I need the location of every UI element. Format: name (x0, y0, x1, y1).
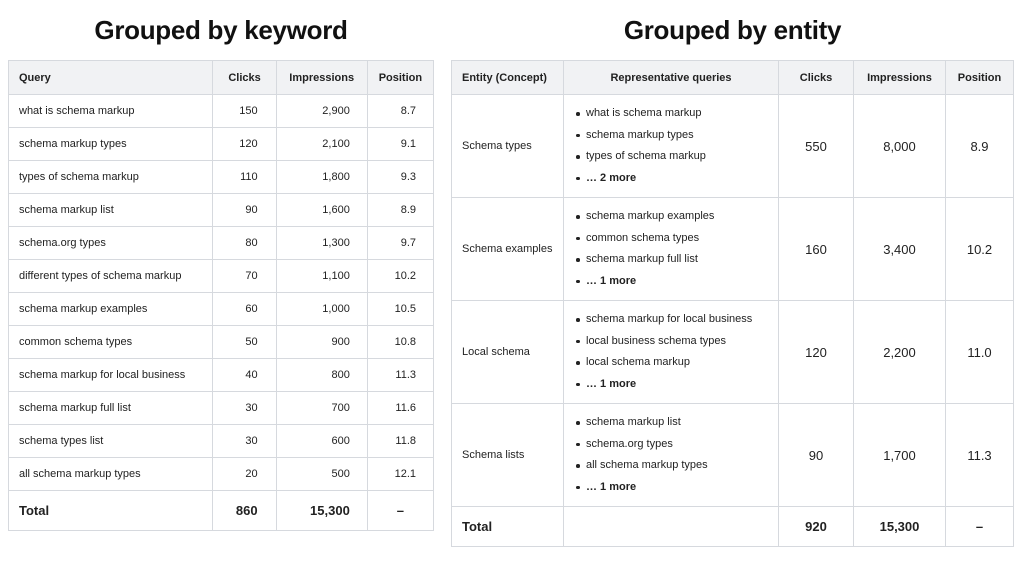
cell-impressions: 3,400 (854, 198, 946, 301)
cell-impressions: 800 (276, 359, 367, 392)
list-item: schema markup list (574, 412, 768, 434)
list-item: types of schema markup (574, 146, 768, 168)
table-row (9, 260, 434, 293)
cell-position: 11.0 (946, 301, 1014, 404)
entity-panel-title: Grouped by entity (623, 15, 842, 45)
cell-clicks: 60 (213, 293, 276, 326)
table-row (9, 392, 434, 425)
total-clicks: 860 (213, 491, 276, 531)
cell-query: schema markup types (9, 128, 213, 161)
cell-position: 10.2 (367, 260, 433, 293)
list-item: schema markup examples (574, 206, 768, 228)
table-row (452, 198, 1014, 301)
header-position: Position (367, 61, 433, 95)
more-queries-item: … 1 more (574, 477, 768, 499)
cell-entity: Schema types (452, 95, 564, 198)
cell-clicks: 20 (213, 458, 276, 491)
more-queries-item: … 2 more (574, 168, 768, 190)
header-impressions: Impressions (854, 61, 946, 95)
cell-clicks: 30 (213, 425, 276, 458)
cell-position: 11.8 (367, 425, 433, 458)
cell-query: schema markup full list (9, 392, 213, 425)
cell-position: 11.3 (367, 359, 433, 392)
query-list (574, 412, 768, 498)
table-row (9, 95, 434, 128)
cell-query: all schema markup types (9, 458, 213, 491)
table-row (452, 95, 1014, 198)
cell-position: 12.1 (367, 458, 433, 491)
cell-entity: Schema lists (452, 404, 564, 507)
cell-query: different types of schema markup (9, 260, 213, 293)
cell-position: 9.1 (367, 128, 433, 161)
keyword-panel-title: Grouped by keyword (94, 15, 348, 45)
cell-clicks: 120 (213, 128, 276, 161)
cell-position: 11.6 (367, 392, 433, 425)
keyword-panel (8, 0, 434, 531)
cell-clicks: 70 (213, 260, 276, 293)
header-query: Query (9, 61, 213, 95)
total-impressions: 15,300 (854, 507, 946, 547)
cell-position: 9.7 (367, 227, 433, 260)
cell-clicks: 550 (779, 95, 854, 198)
cell-position: 9.3 (367, 161, 433, 194)
table-row (452, 301, 1014, 404)
list-item: schema markup types (574, 125, 768, 147)
cell-impressions: 1,100 (276, 260, 367, 293)
total-row (452, 507, 1014, 547)
keyword-table (8, 60, 434, 531)
entity-table (451, 60, 1014, 547)
cell-position: 11.3 (946, 404, 1014, 507)
total-position: – (946, 507, 1014, 547)
cell-clicks: 150 (213, 95, 276, 128)
cell-clicks: 120 (779, 301, 854, 404)
header-clicks: Clicks (213, 61, 276, 95)
cell-clicks: 90 (213, 194, 276, 227)
cell-query: what is schema markup (9, 95, 213, 128)
table-row (452, 404, 1014, 507)
table-row (9, 293, 434, 326)
query-list (574, 103, 768, 189)
query-list (574, 309, 768, 395)
keyword-table-header (9, 61, 434, 95)
total-queries-blank (564, 507, 779, 547)
table-row (9, 326, 434, 359)
cell-impressions: 2,100 (276, 128, 367, 161)
cell-impressions: 500 (276, 458, 367, 491)
total-impressions: 15,300 (276, 491, 367, 531)
cell-clicks: 30 (213, 392, 276, 425)
total-label: Total (9, 491, 213, 531)
cell-clicks: 50 (213, 326, 276, 359)
cell-impressions: 1,800 (276, 161, 367, 194)
cell-impressions: 2,200 (854, 301, 946, 404)
cell-impressions: 700 (276, 392, 367, 425)
header-impressions: Impressions (276, 61, 367, 95)
cell-entity: Schema examples (452, 198, 564, 301)
table-row (9, 458, 434, 491)
cell-impressions: 1,700 (854, 404, 946, 507)
cell-representative-queries (564, 198, 779, 301)
cell-clicks: 160 (779, 198, 854, 301)
cell-representative-queries (564, 301, 779, 404)
list-item: all schema markup types (574, 455, 768, 477)
entity-table-header (452, 61, 1014, 95)
cell-position: 10.8 (367, 326, 433, 359)
list-item: what is schema markup (574, 103, 768, 125)
list-item: local business schema types (574, 331, 768, 353)
cell-impressions: 1,600 (276, 194, 367, 227)
cell-query: schema markup for local business (9, 359, 213, 392)
header-clicks: Clicks (779, 61, 854, 95)
header-entity: Entity (Concept) (452, 61, 564, 95)
cell-position: 8.7 (367, 95, 433, 128)
cell-representative-queries (564, 95, 779, 198)
table-row (9, 161, 434, 194)
cell-entity: Local schema (452, 301, 564, 404)
cell-query: schema types list (9, 425, 213, 458)
header-representative-queries: Representative queries (564, 61, 779, 95)
cell-impressions: 2,900 (276, 95, 367, 128)
list-item: schema markup for local business (574, 309, 768, 331)
total-row (9, 491, 434, 531)
table-row (9, 227, 434, 260)
cell-clicks: 80 (213, 227, 276, 260)
total-position: – (367, 491, 433, 531)
cell-position: 8.9 (367, 194, 433, 227)
cell-impressions: 8,000 (854, 95, 946, 198)
total-label: Total (452, 507, 564, 547)
cell-query: types of schema markup (9, 161, 213, 194)
list-item: local schema markup (574, 352, 768, 374)
header-position: Position (946, 61, 1014, 95)
total-clicks: 920 (779, 507, 854, 547)
list-item: schema.org types (574, 434, 768, 456)
more-queries-item: … 1 more (574, 374, 768, 396)
list-item: schema markup full list (574, 249, 768, 271)
cell-clicks: 110 (213, 161, 276, 194)
cell-clicks: 40 (213, 359, 276, 392)
table-row (9, 194, 434, 227)
cell-query: schema.org types (9, 227, 213, 260)
cell-query: common schema types (9, 326, 213, 359)
cell-query: schema markup examples (9, 293, 213, 326)
entity-panel (451, 0, 1014, 547)
cell-clicks: 90 (779, 404, 854, 507)
cell-position: 8.9 (946, 95, 1014, 198)
list-item: common schema types (574, 228, 768, 250)
more-queries-item: … 1 more (574, 271, 768, 293)
cell-impressions: 1,300 (276, 227, 367, 260)
table-row (9, 425, 434, 458)
cell-query: schema markup list (9, 194, 213, 227)
cell-position: 10.2 (946, 198, 1014, 301)
table-row (9, 128, 434, 161)
cell-impressions: 600 (276, 425, 367, 458)
cell-impressions: 900 (276, 326, 367, 359)
cell-representative-queries (564, 404, 779, 507)
query-list (574, 206, 768, 292)
cell-position: 10.5 (367, 293, 433, 326)
cell-impressions: 1,000 (276, 293, 367, 326)
table-row (9, 359, 434, 392)
